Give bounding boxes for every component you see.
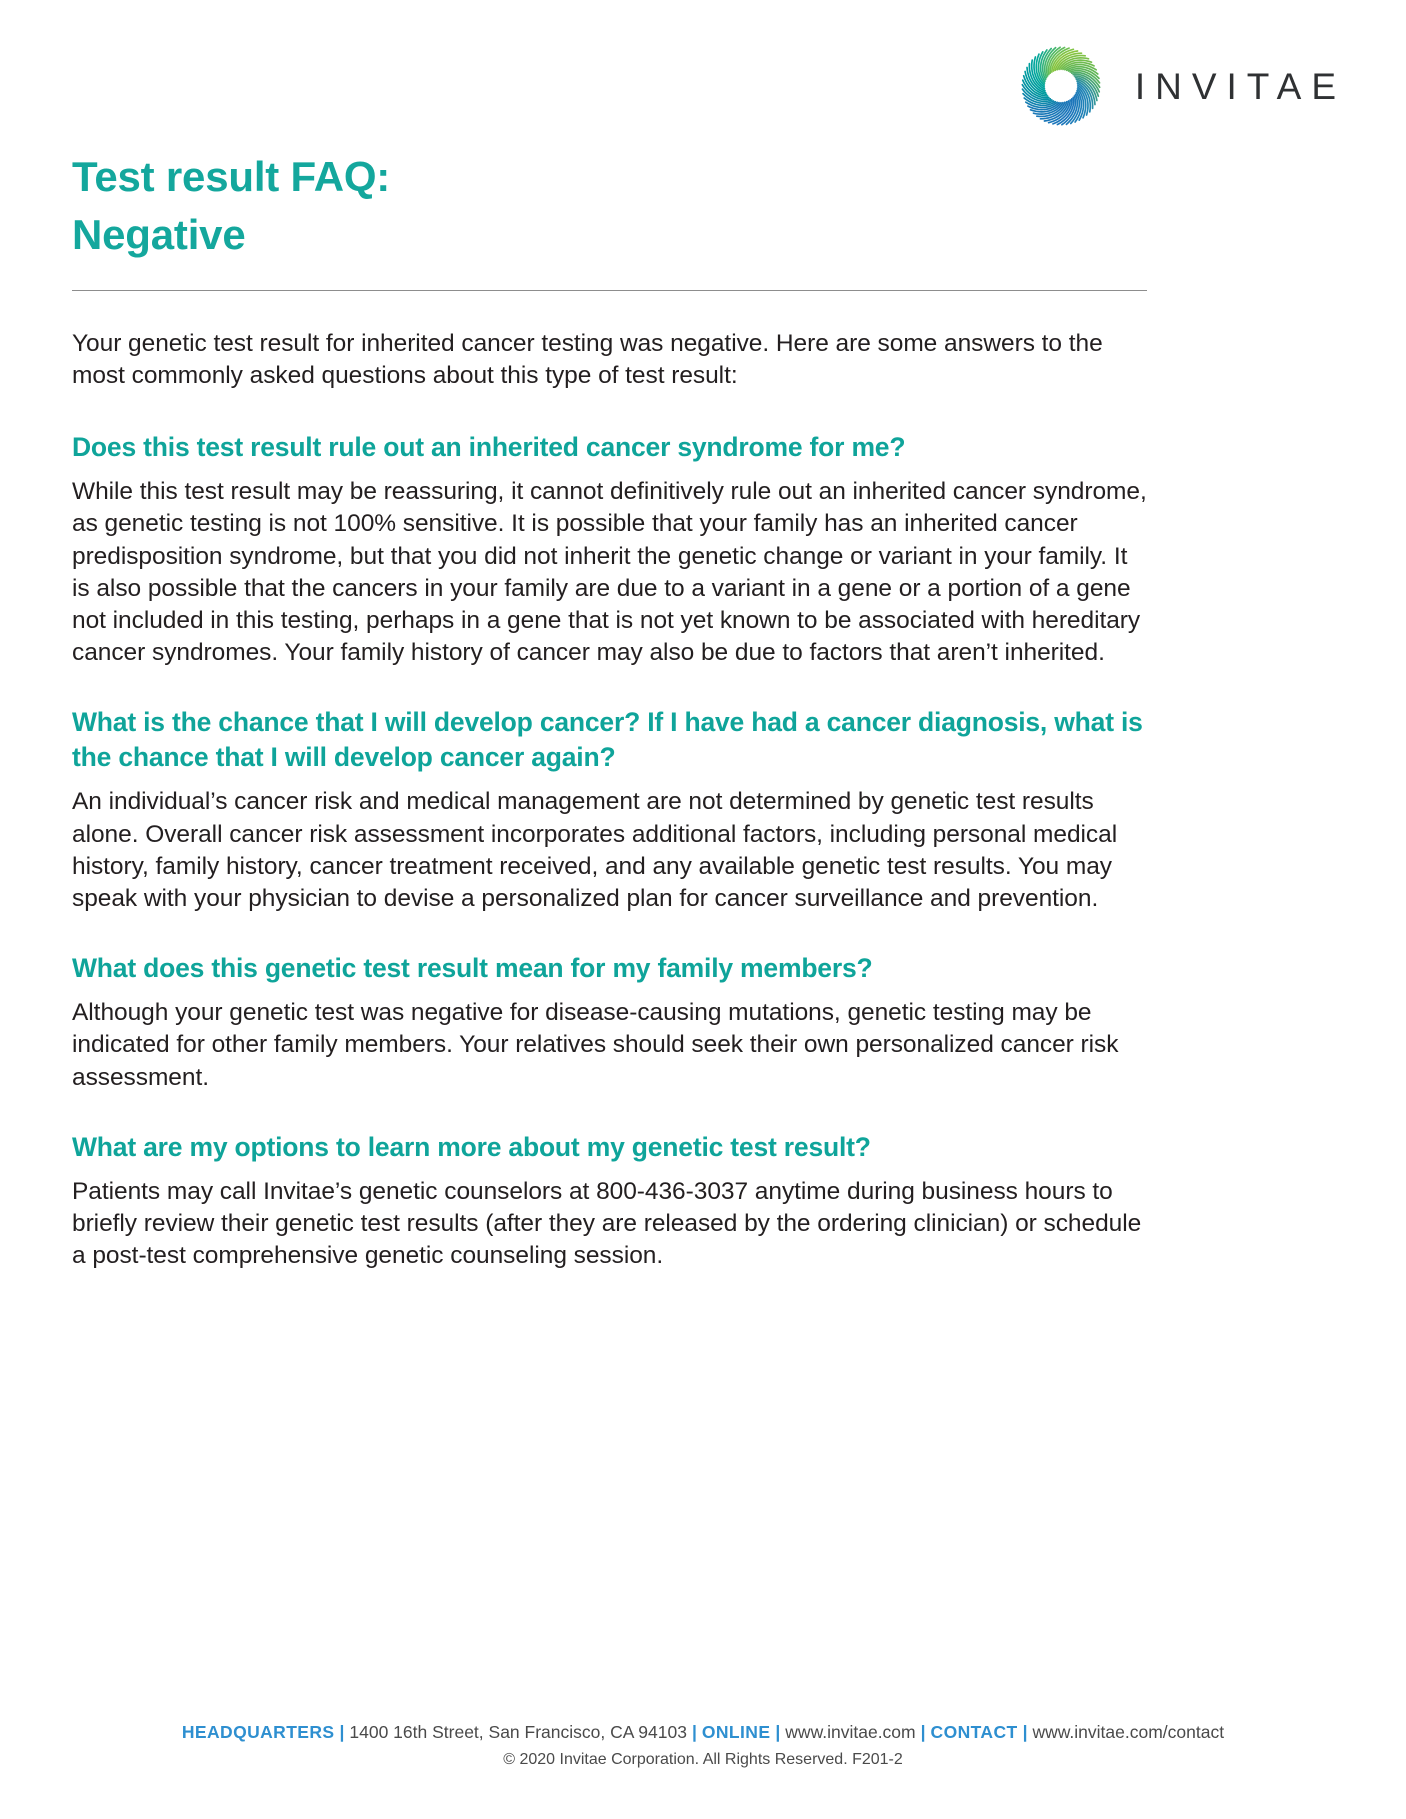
footer-contact-line	[0, 1719, 1406, 1746]
page-footer	[0, 1719, 1406, 1773]
footer-online-label: ONLINE	[701, 1722, 771, 1743]
footer-online-value[interactable]: www.invitae.com	[785, 1722, 916, 1743]
faq-answer: Although your genetic test was negative for disease-causing mutations, genetic testing may be indicated for other family members. Your relatives should seek their own personalized cancer risk assessment.	[72, 999, 1119, 1091]
faq-item	[72, 1130, 1150, 1273]
footer-separator: |	[339, 1722, 345, 1743]
main-content	[72, 328, 1150, 1272]
faq-answer: An individual’s cancer risk and medical management are not determined by genetic test results alone. Overall cancer risk assessment incorporates additional factors, including personal medical history, family history, cancer treatment received, and any available genetic test results. You may speak with your physician to devise a personalized plan for cancer surveillance and prevention.	[72, 788, 1118, 912]
footer-contact-label: CONTACT	[930, 1722, 1018, 1743]
invitae-wordmark: INVITAE	[1134, 65, 1346, 107]
footer-separator: |	[775, 1722, 781, 1743]
faq-item	[72, 430, 1150, 669]
intro-paragraph: Your genetic test result for inherited cancer testing was negative. Here are some answers to the most commonly asked questions about this type of test result:	[72, 330, 1103, 390]
header-divider	[72, 290, 1147, 291]
faq-item	[72, 951, 1150, 1094]
invitae-swirl-icon	[1017, 42, 1105, 130]
footer-contact-value[interactable]: www.invitae.com/contact	[1032, 1722, 1225, 1743]
footer-headquarters-label: HEADQUARTERS	[181, 1722, 335, 1743]
faq-question: What is the chance that I will develop cancer? If I have had a cancer diagnosis, what is the chance that I will develop cancer again?	[72, 707, 1143, 773]
title-line-1: Test result FAQ:	[72, 153, 391, 200]
faq-question: What does this genetic test result mean for my family members?	[72, 953, 873, 984]
faq-question: What are my options to learn more about my genetic test result?	[72, 1131, 871, 1162]
footer-separator: |	[1022, 1722, 1028, 1743]
faq-item	[72, 705, 1150, 915]
faq-question: Does this test result rule out an inherited cancer syndrome for me?	[72, 432, 906, 463]
title-line-2: Negative	[72, 210, 246, 258]
brand-header	[1017, 42, 1346, 130]
page-title	[72, 148, 390, 264]
footer-copyright: © 2020 Invitae Corporation. All Rights Reserved. F201-2	[503, 1751, 903, 1769]
footer-headquarters-value: 1400 16th Street, San Francisco, CA 94103	[349, 1722, 687, 1743]
footer-separator: |	[691, 1722, 697, 1743]
faq-answer: While this test result may be reassuring, it cannot definitively rule out an inherited cancer syndrome, as genetic testing is not 100% sensitive. It is possible that your family has an inherited cancer predisposition syndrome, but that you did not inherit the genetic change or variant in your family. It is also possible that the cancers in your family are due to a variant in a gene or a portion of a gene not included in this testing, perhaps in a gene that is not yet known to be associated with hereditary cancer syndromes. Your family history of cancer may also be due to factors that aren’t inherited.	[72, 478, 1147, 667]
footer-separator: |	[920, 1722, 926, 1743]
faq-answer: Patients may call Invitae’s genetic counselors at 800-436-3037 anytime during business hours to briefly review their genetic test results (after they are released by the ordering clinician) or schedule a post-test comprehensive genetic counseling session.	[72, 1177, 1142, 1270]
